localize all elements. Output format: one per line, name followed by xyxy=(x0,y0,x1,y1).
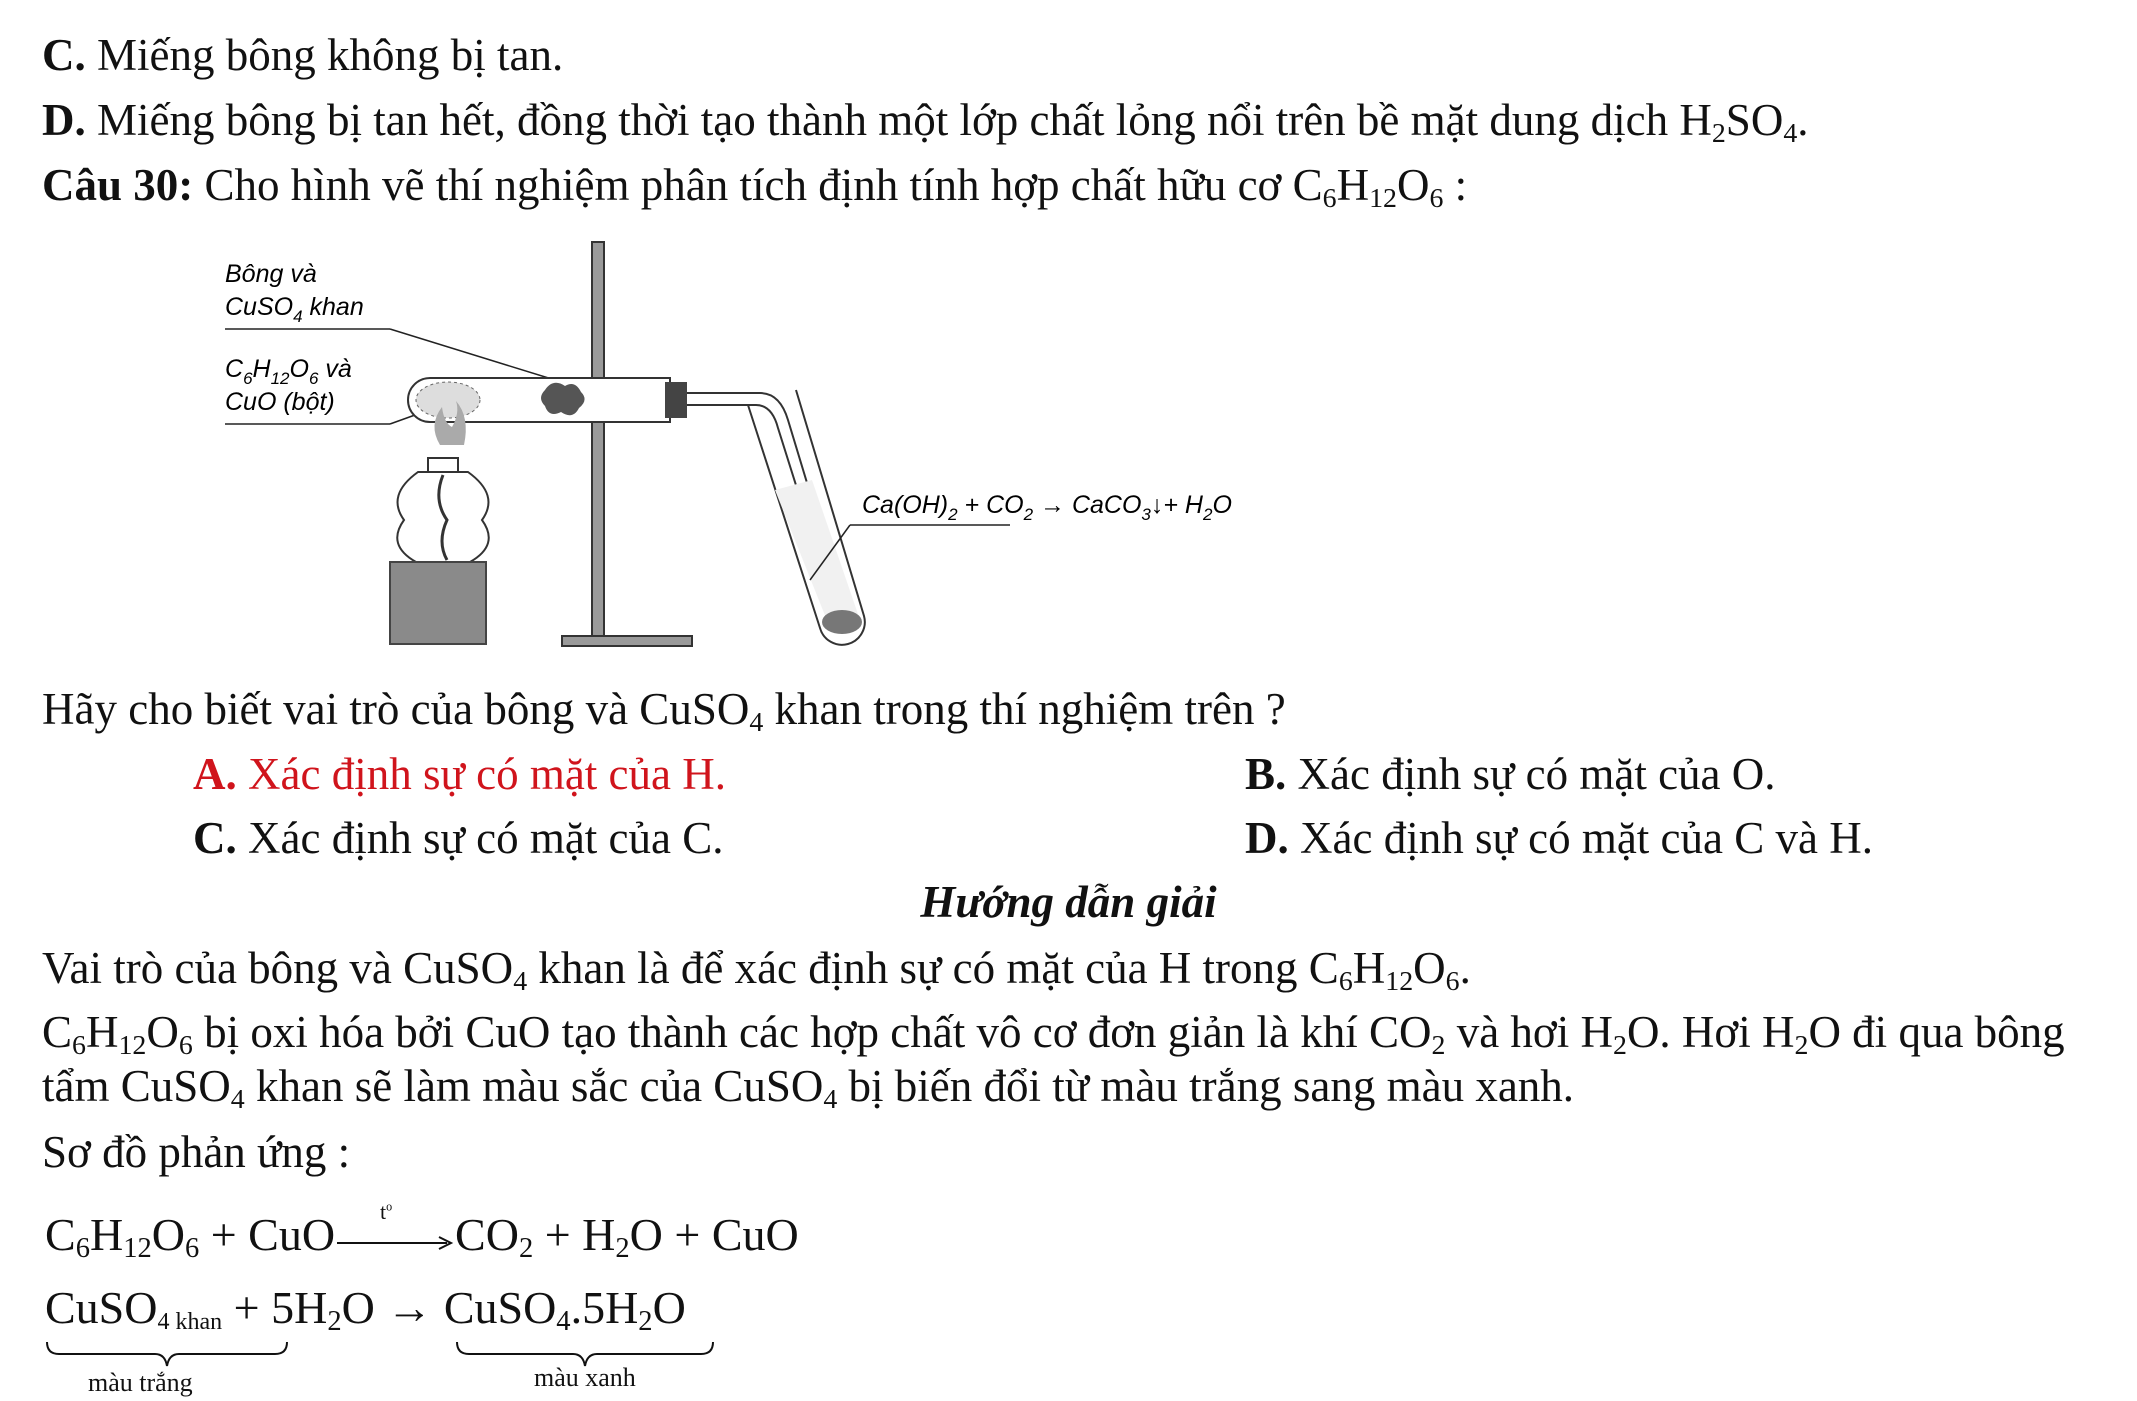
eq-part: + H xyxy=(533,1209,616,1260)
eq-part: CuSO xyxy=(443,1282,557,1333)
subscript: 6 xyxy=(1445,965,1460,997)
label-mixture-line1: $C_6H_{12}O_6$ và xyxy=(225,355,352,388)
subscript: 6 xyxy=(178,1029,193,1061)
solution-paragraph-2 xyxy=(42,1007,2065,1061)
arrow-right-icon xyxy=(335,1233,455,1253)
subscript: 12 xyxy=(123,1233,152,1265)
subscript: 12 xyxy=(1385,965,1414,997)
option-text: Xác định sự có mặt của O. xyxy=(1286,749,1776,799)
option-text: Xác định sự có mặt của C và H. xyxy=(1288,813,1873,863)
option-text: Miếng bông không bị tan. xyxy=(85,30,564,80)
stopper xyxy=(665,382,687,418)
option-text: Xác định sự có mặt của C. xyxy=(236,813,724,863)
option-c xyxy=(193,813,724,863)
subscript: 4 xyxy=(230,1083,245,1115)
eq-part: CuSO xyxy=(45,1282,158,1333)
subscript: 2 xyxy=(615,1233,630,1265)
underbraces xyxy=(45,1340,745,1370)
solution-paragraph-1 xyxy=(42,943,1471,997)
option-label: D. xyxy=(42,95,86,145)
subscript: 4 xyxy=(556,1306,571,1338)
limewater xyxy=(775,480,860,632)
precipitate xyxy=(822,610,862,634)
equation-1 xyxy=(45,1199,799,1265)
punct: : xyxy=(1443,160,1468,210)
subscript: 4 xyxy=(823,1083,838,1115)
prompt-text: Hãy cho biết vai trò của bông và CuSO xyxy=(42,684,750,734)
eq-part: .5H xyxy=(570,1282,639,1333)
text: O đi qua bông xyxy=(1808,1007,2065,1057)
lamp-neck xyxy=(428,458,458,472)
text: và hơi H xyxy=(1445,1007,1613,1057)
subscript: 4 xyxy=(749,706,764,738)
prompt-text: khan trong thí nghiệm trên ? xyxy=(763,684,1286,734)
equation-2 xyxy=(45,1282,686,1338)
text: O. Hơi H xyxy=(1626,1007,1795,1057)
option-label: C. xyxy=(193,813,237,863)
eq-part: + 5H xyxy=(222,1282,328,1333)
text: khan là để xác định sự có mặt của H trong C xyxy=(527,943,1339,993)
label-cotton-line2: CuSO$_4$ khan xyxy=(225,293,364,326)
heat-arrow xyxy=(335,1199,455,1259)
arrow-condition: $t^o$ xyxy=(380,1199,393,1225)
subscript: 2 xyxy=(518,1233,534,1265)
underbrace-left xyxy=(47,1342,287,1366)
text: khan sẽ làm màu sắc của CuSO xyxy=(244,1061,824,1111)
option-label: A. xyxy=(193,749,237,799)
solution-title: Hướng dẫn giải xyxy=(920,877,1217,927)
subscript: 4 khan xyxy=(157,1309,223,1335)
subscript: 4 xyxy=(513,965,528,997)
option-a xyxy=(193,749,726,799)
eq-part: H xyxy=(89,1209,124,1260)
subscript: 2 xyxy=(327,1306,342,1338)
subscript: 2 xyxy=(1711,117,1726,149)
option-d xyxy=(1245,813,1873,863)
subscript: 12 xyxy=(1369,182,1397,214)
formula-part: H xyxy=(1336,160,1370,210)
subscript: 2 xyxy=(1431,1029,1446,1061)
question-label: Câu 30: xyxy=(42,160,194,210)
subscript: 6 xyxy=(184,1233,200,1265)
scheme-heading: Sơ đồ phản ứng : xyxy=(42,1127,351,1177)
subscript: 6 xyxy=(1322,182,1337,214)
subscript: 6 xyxy=(1429,182,1444,214)
leader-line xyxy=(390,329,555,380)
subscript: 6 xyxy=(72,1029,86,1061)
text: bị biến đổi từ màu trắng sang màu xanh. xyxy=(837,1061,1575,1111)
subscript: 2 xyxy=(638,1306,653,1338)
label-cotton-line1: Bông và xyxy=(225,260,317,288)
subscript: 6 xyxy=(75,1233,90,1265)
option-text: Xác định sự có mặt của H. xyxy=(236,749,726,799)
formula-part: O xyxy=(1396,160,1430,210)
lamp-stand xyxy=(390,562,486,644)
text: tẩm CuSO xyxy=(42,1061,231,1111)
formula-part: SO xyxy=(1725,95,1784,145)
text: O xyxy=(1413,943,1446,993)
eq-part: O + CuO xyxy=(629,1209,799,1260)
stand-rod xyxy=(592,242,604,642)
eq-part: + CuO xyxy=(199,1209,336,1260)
experiment-diagram xyxy=(200,230,1350,660)
eq-part: C xyxy=(45,1209,76,1260)
label-cuo: CuO (bột) xyxy=(225,388,335,416)
text: Vai trò của bông và CuSO xyxy=(42,943,514,993)
option-label: C. xyxy=(42,30,86,80)
subscript: 4 xyxy=(1783,117,1798,149)
option-text: Miếng bông bị tan hết, đồng thời tạo thành một lớp chất lỏng nổi trên bề mặt dung dịch H xyxy=(85,95,1712,145)
text: . xyxy=(1459,943,1471,993)
subscript: 2 xyxy=(1794,1029,1809,1061)
question-prompt xyxy=(42,684,1286,738)
subscript: 12 xyxy=(118,1029,147,1061)
eq-part: CO xyxy=(455,1209,519,1260)
subscript: 2 xyxy=(1612,1029,1627,1061)
text: bị oxi hóa bởi CuO tạo thành các hợp chất vô cơ đơn giản là khí CO xyxy=(192,1007,1432,1057)
eq-arrow: → xyxy=(374,1282,444,1333)
text: O xyxy=(146,1007,179,1057)
text: C xyxy=(42,1007,73,1057)
solution-paragraph-3 xyxy=(42,1061,1575,1115)
option-c-prev xyxy=(42,30,564,80)
mixture-powder xyxy=(416,382,480,418)
leader-line xyxy=(390,415,415,424)
label-blue: màu xanh xyxy=(534,1363,636,1392)
option-label: B. xyxy=(1245,749,1287,799)
text: H xyxy=(85,1007,119,1057)
reaction-label: $Ca(OH)_2 + CO_2$ → CaCO$_3$↓+ $H_2O$ xyxy=(862,491,1232,524)
text: H xyxy=(1352,943,1386,993)
label-white: màu trắng xyxy=(88,1368,193,1397)
eq-part: O xyxy=(652,1282,686,1333)
stand-base xyxy=(562,636,692,646)
eq-part: O xyxy=(341,1282,375,1333)
eq-part: O xyxy=(151,1209,185,1260)
subscript: 6 xyxy=(1338,965,1353,997)
option-b xyxy=(1245,749,1776,799)
question-text: Cho hình vẽ thí nghiệm phân tích định tính hợp chất hữu cơ C xyxy=(193,160,1323,210)
option-d-prev xyxy=(42,95,1809,149)
question-30 xyxy=(42,160,1468,214)
punct: . xyxy=(1797,95,1809,145)
option-label: D. xyxy=(1245,813,1289,863)
